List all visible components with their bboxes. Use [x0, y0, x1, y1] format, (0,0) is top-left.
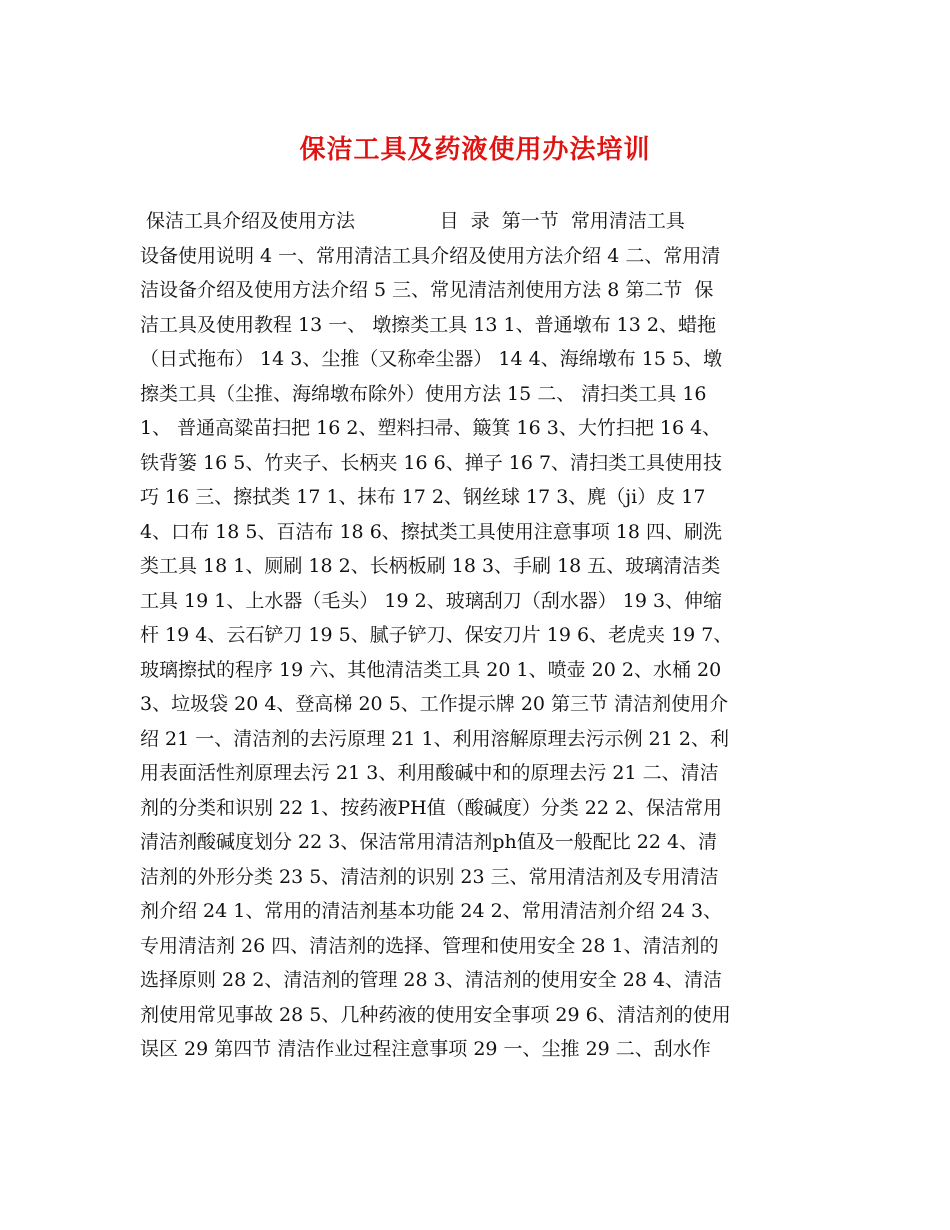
text-line: 绍 21 一、清洁剂的去污原理 21 1、利用溶解原理去污示例 21 2、利	[140, 727, 729, 750]
text-line: 选择原则 28 2、清洁剂的管理 28 3、清洁剂的使用安全 28 4、清洁	[140, 969, 723, 991]
text-line: 清洁剂酸碱度划分 22 3、保洁常用清洁剂ph值及一般配比 22 4、清	[140, 831, 718, 853]
text-line: 剂使用常见事故 28 5、几种药液的使用安全事项 29 6、清洁剂的使用	[140, 1003, 731, 1026]
text-line: 1、 普通高粱苗扫把 16 2、塑料扫帚、簸箕 16 3、大竹扫把 16 4、	[140, 417, 722, 439]
text-line: 专用清洁剂 26 四、清洁剂的选择、管理和使用安全 28 1、清洁剂的	[140, 934, 719, 957]
text-line: 类工具 18 1、厕刷 18 2、长柄板刷 18 3、手刷 18 五、玻璃清洁类	[140, 555, 721, 577]
document-title: 保洁工具及药液使用办法培训	[299, 135, 651, 165]
text-line: 用表面活性剂原理去污 21 3、利用酸碱中和的原理去污 21 二、清洁	[140, 762, 719, 784]
text-line: 玻璃擦拭的程序 19 六、其他清洁类工具 20 1、喷壶 20 2、水桶 20	[140, 658, 722, 681]
text-line: 误区 29 第四节 清洁作业过程注意事项 29 一、尘推 29 二、刮水作	[140, 1038, 711, 1060]
text-line: 设备使用说明 4 一、常用清洁工具介绍及使用方法介绍 4 二、常用清	[140, 244, 721, 267]
text-line: 杆 19 4、云石铲刀 19 5、腻子铲刀、保安刀片 19 6、老虎夹 19 7、	[140, 624, 733, 646]
text-line: 铁背篓 16 5、竹夹子、长柄夹 16 6、掸子 16 7、清扫类工具使用技	[140, 451, 723, 474]
text-line: （日式拖布） 14 3、尘推（又称牵尘器） 14 4、海绵墩布 15 5、墩	[140, 348, 723, 370]
text-line: 保洁工具介绍及使用方法 目 录 第一节 常用清洁工具	[140, 210, 685, 232]
text-line: 3、垃圾袋 20 4、登高梯 20 5、工作提示牌 20 第三节 清洁剂使用介	[140, 693, 729, 715]
text-line: 剂介绍 24 1、常用的清洁剂基本功能 24 2、常用清洁剂介绍 24 3、	[140, 900, 723, 922]
text-line: 剂的分类和识别 22 1、按药液PH值（酸碱度）分类 22 2、保洁常用	[140, 796, 723, 819]
document-body	[140, 204, 815, 1067]
text-line: 洁设备介绍及使用方法介绍 5 三、常见清洁剂使用方法 8 第二节 保	[140, 279, 714, 301]
text-line: 洁工具及使用教程 13 一、 墩擦类工具 13 1、普通墩布 13 2、蜡拖	[140, 313, 716, 336]
text-line: 擦类工具（尘推、海绵墩布除外）使用方法 15 二、 清扫类工具 16	[140, 382, 707, 405]
text-line: 洁剂的外形分类 23 5、清洁剂的识别 23 三、常用清洁剂及专用清洁	[140, 865, 719, 888]
text-line: 巧 16 三、擦拭类 17 1、抹布 17 2、钢丝球 17 3、麂（ji）皮 17	[140, 486, 706, 508]
text-line: 4、口布 18 5、百洁布 18 6、擦拭类工具使用注意事项 18 四、刷洗	[140, 520, 723, 543]
text-line: 工具 19 1、上水器（毛头） 19 2、玻璃刮刀（刮水器） 19 3、伸缩	[140, 589, 723, 612]
